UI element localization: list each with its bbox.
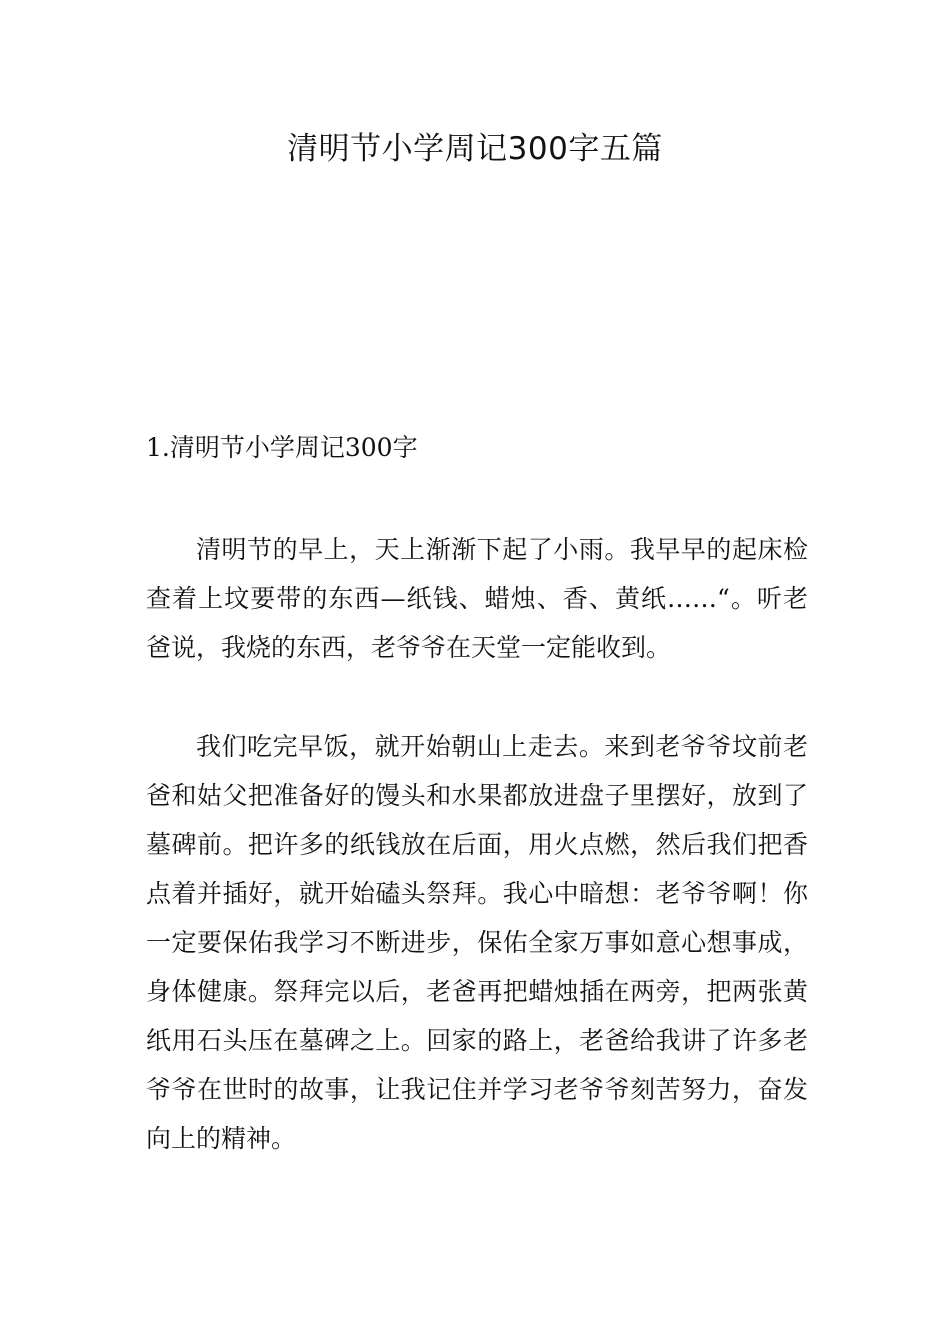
section-heading: 1.清明节小学周记300字 — [146, 433, 418, 462]
paragraph-2: 我们吃完早饭，就开始朝山上走去。来到老爷爷坟前老爸和姑父把准备好的馒头和水果都放进盘子里摆好，放到了墓碑前。把许多的纸钱放在后面，用火点燃，然后我们把香点着并插好，就开始磕头祭拜。我心中暗想：老爷爷啊！你一定要保佑我学习不断进步，保佑全家万事如意心想事成，身体健康。祭拜完以后，老爸再把蜡烛插在两旁，把两张黄纸用石头压在墓碑之上。回家的路上，老爸给我讲了许多老爷爷在世时的故事，让我记住并学习老爷爷刻苦努力，奋发向上的精神。 — [146, 732, 808, 1153]
paragraph-1: 清明节的早上，天上渐渐下起了小雨。我早早的起床检查着上坟要带的东西—纸钱、蜡烛、香、黄纸……“。听老爸说，我烧的东西，老爷爷在天堂一定能收到。 — [146, 535, 808, 662]
document-title: 清明节小学周记300字五篇 — [287, 131, 663, 167]
